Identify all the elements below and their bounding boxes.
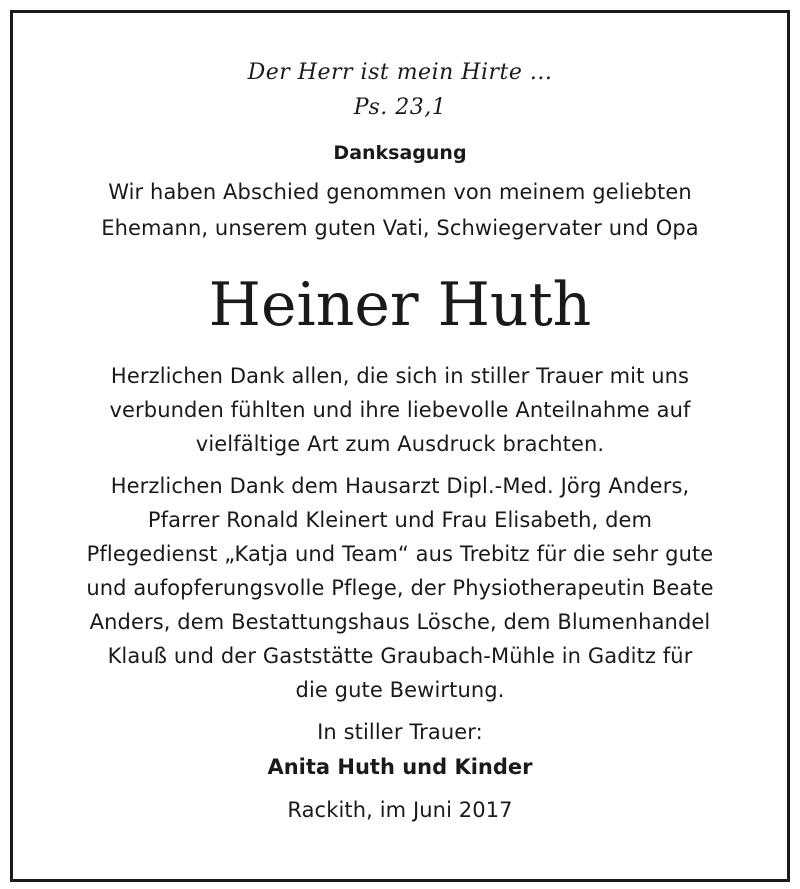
psalm-quote: Der Herr ist mein Hirte ...: [247, 60, 553, 85]
thanks-specific-line: Herzlichen Dank dem Hausarzt Dipl.-Med. Jörg Anders,: [110, 474, 690, 498]
thanks-general-line: vielfältige Art zum Ausdruck brachten.: [195, 432, 605, 456]
signature: Anita Huth und Kinder: [267, 755, 533, 779]
closing-text: In stiller Trauer:: [317, 720, 483, 744]
thanks-general-line: Herzlichen Dank allen, die sich in stiller Trauer mit uns: [110, 364, 690, 388]
intro-line: Wir haben Abschied genommen von meinem geliebten: [108, 180, 692, 204]
thanks-specific-line: und aufopferungsvolle Pflege, der Physiotherapeutin Beate: [86, 576, 714, 600]
thanks-general-line: verbunden fühlten und ihre liebevolle Anteilnahme auf: [109, 398, 691, 422]
thanks-specific-line: Pflegedienst „Katja und Team“ aus Trebitz für die sehr gute: [86, 542, 714, 566]
heading-danksagung: Danksagung: [333, 142, 467, 164]
intro-line: Ehemann, unserem guten Vati, Schwiegervater und Opa: [101, 216, 699, 240]
place-date: Rackith, im Juni 2017: [287, 798, 513, 822]
thanks-specific-line: Pfarrer Ronald Kleinert und Frau Elisabeth, dem: [147, 508, 653, 532]
deceased-name: Heiner Huth: [208, 270, 592, 340]
thanks-specific-line: Anders, dem Bestattungshaus Lösche, dem Blumenhandel: [89, 610, 711, 634]
thanks-specific-line: die gute Bewirtung.: [295, 678, 505, 702]
psalm-reference: Ps. 23,1: [353, 95, 447, 120]
thanks-specific-line: Klauß und der Gaststätte Graubach-Mühle in Gaditz für: [107, 644, 693, 668]
